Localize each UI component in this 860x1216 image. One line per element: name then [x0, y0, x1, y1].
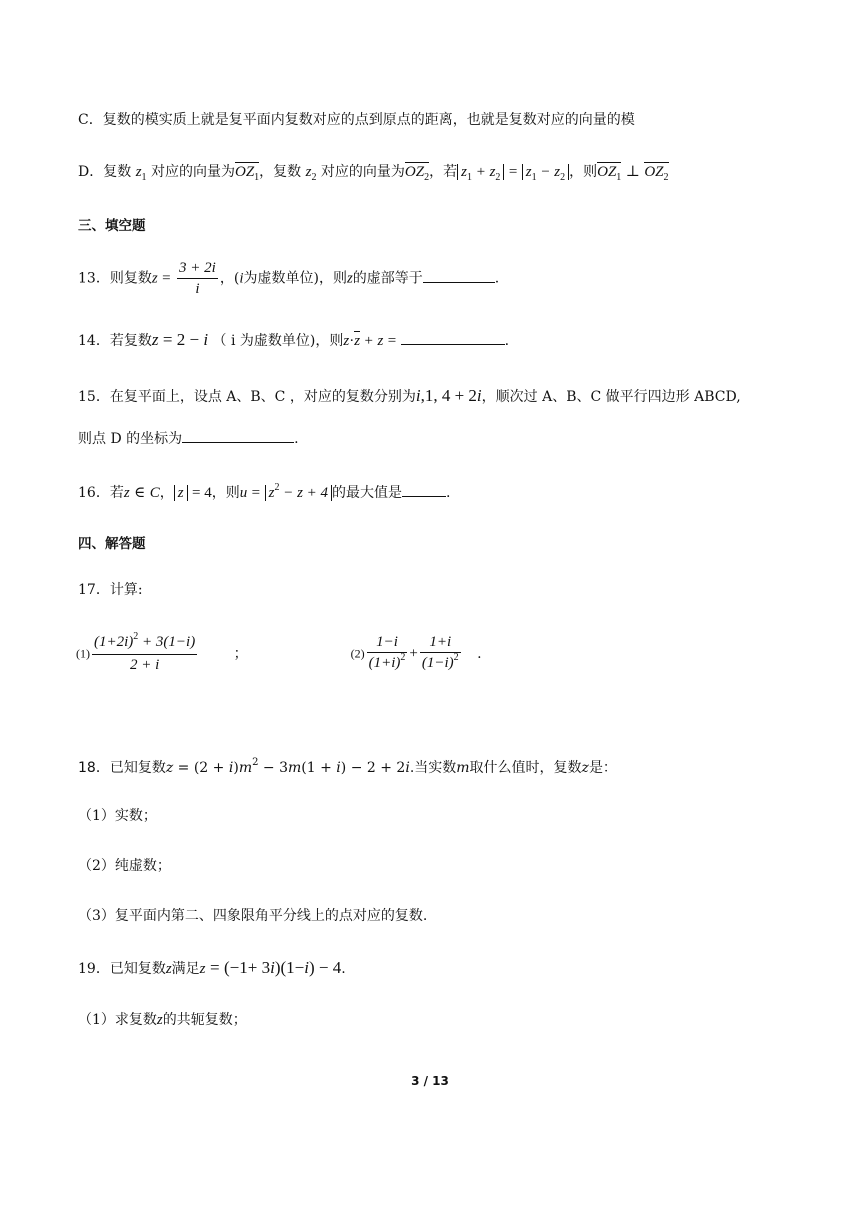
- q16-text2: ，则: [211, 485, 240, 501]
- option-d-text4: ，若: [429, 164, 458, 180]
- q19-item1-text1: （1）求复数: [78, 1012, 157, 1028]
- math-abs-sum: $z_1 + z_2$: [457, 164, 504, 180]
- q13-answer-blank[interactable]: [423, 268, 495, 283]
- option-d-text1: 对应的向量为: [150, 164, 235, 180]
- q13-end: .: [494, 270, 500, 287]
- q19-item1-text2: 的共轭复数；: [162, 1012, 247, 1028]
- q14-num: 14．若复数: [78, 333, 152, 349]
- q14-answer-blank[interactable]: [401, 330, 505, 345]
- option-d-text5: ，则: [569, 164, 598, 180]
- question-15-line1: 15．在复平面上，设点 A、B、C ，对应的复数分别为i,1, 4 + 2i，顺次过 A、B、C 做平行四边形 ABCD,: [78, 386, 741, 405]
- question-17-title: 17．计算:: [78, 582, 143, 598]
- option-d-label: D．复数: [78, 164, 132, 180]
- q16-text3: 的最大值是: [332, 485, 403, 501]
- q13-text2: 为虚数单位)，则: [243, 270, 347, 287]
- section-fill-blank-heading: 三、填空题: [78, 218, 146, 234]
- q19-item-1: （1）求复数z的共轭复数；: [78, 1012, 247, 1028]
- q13-text3: 的虚部等于: [352, 270, 423, 287]
- q17-part2-fraction-a: $\frac{1-i}{(1+i)^2}$: [368, 634, 406, 671]
- q13-fraction: $\frac{3 + 2i}{i}$: [179, 260, 216, 297]
- q13-mid: ，(: [219, 270, 240, 287]
- option-d-text2: ，复数: [259, 164, 302, 180]
- option-d: D．复数 $z_1$ 对应的向量为$OZ_1$，复数 $z_2$ 对应的向量为$OZ_2$，若 $z_1 + z_2 = z_1 - z_2$ ，则$OZ_1$ ⊥ $OZ_2$: [78, 164, 669, 183]
- q19-end: .: [341, 961, 346, 977]
- section-solution-heading: 四、解答题: [78, 536, 146, 552]
- vector-oz1: $OZ_1$: [234, 164, 260, 183]
- q17-part1-fraction: $\frac{(1+2i)^2 + 3(1-i)}{2 + i}$: [94, 631, 196, 673]
- vector-oz1-b: $OZ_1$: [597, 164, 622, 183]
- q15-text3: 则点 D 的坐标为: [78, 431, 183, 447]
- q18-item-2: （2）纯虚数；: [78, 858, 171, 874]
- math-z1: $z_1$: [135, 164, 147, 183]
- math-z2: $z_2$: [305, 164, 317, 183]
- q17-part1-label: (1): [76, 646, 90, 661]
- question-14: 14．若复数z = 2 − i （ i 为虚数单位)，则z·z + z = .: [78, 330, 510, 349]
- question-16: 16．若z ∈ C， z = 4，则$u = z^2 - z + 4$ 的最大值是 .: [78, 482, 451, 501]
- q14-end: .: [504, 333, 510, 349]
- question-18: 18．已知复数$z = (2 + i)m^2 - 3m(1 + i) - 2 + 2i$.当实数m取什么值时，复数z是：: [78, 757, 617, 776]
- q18-item-1: （1）实数；: [78, 808, 157, 824]
- q18-text2: .当实数: [409, 760, 457, 776]
- q19-text1: 19．已知复数: [78, 961, 166, 977]
- q14-text1: （ i 为虚数单位)，则: [212, 333, 344, 349]
- vector-oz2-b: $OZ_2$: [644, 164, 669, 183]
- q17-separator: ；: [233, 645, 248, 662]
- q18-text1: 18．已知复数: [78, 760, 166, 776]
- question-13: 13．则复数z = $\frac{3 + 2i}{i}$ ，(i为虚数单位)，则z的虚部等于 .: [78, 260, 500, 297]
- q15-end: .: [294, 431, 299, 447]
- q18-text3: 取什么值时，复数: [469, 760, 582, 776]
- q17-part2-fraction-b: $\frac{1+i}{(1-i)^2}$: [421, 634, 459, 671]
- q18-item-3: （3）复平面内第二、四象限角平分线上的点对应的复数.: [78, 908, 428, 924]
- q15-text1: 15．在复平面上，设点 A、B、C ，对应的复数分别为: [78, 389, 416, 405]
- question-17-parts: (1) $\frac{(1+2i)^2 + 3(1-i)}{2 + i}$ ； (2) $\frac{1-i}{(1+i)^2}$ + $\frac{1+i}{(1-i)^2}$ .: [76, 631, 482, 673]
- q15-answer-blank[interactable]: [182, 428, 294, 443]
- q17-end: .: [477, 645, 482, 662]
- option-d-text3: 对应的向量为: [320, 164, 405, 180]
- q18-text4: 是：: [588, 760, 617, 776]
- q16-end: .: [446, 485, 451, 501]
- q13-num: 13．则复数: [78, 270, 152, 287]
- q19-text2: 满足: [171, 961, 200, 977]
- q16-answer-blank[interactable]: [402, 482, 446, 497]
- vector-oz2: $OZ_2$: [404, 164, 430, 183]
- math-abs-diff: $z_1 - z_2$: [522, 164, 569, 180]
- q16-num: 16．若: [78, 485, 124, 501]
- question-19: 19．已知复数z满足z = (−1+ 3i)(1−i) − 4.: [78, 958, 346, 977]
- page-number: 3 / 13: [411, 1074, 449, 1088]
- q17-part2-label: (2): [350, 646, 365, 661]
- option-c: C．复数的模实质上就是复平面内复数对应的点到原点的距离，也就是复数对应的向量的模: [78, 112, 635, 128]
- q16-text1: ，: [159, 485, 174, 501]
- question-15-line2: [78, 428, 299, 449]
- q15-text2: ，顺次过 A、B、C 做平行四边形 ABCD,: [481, 389, 741, 405]
